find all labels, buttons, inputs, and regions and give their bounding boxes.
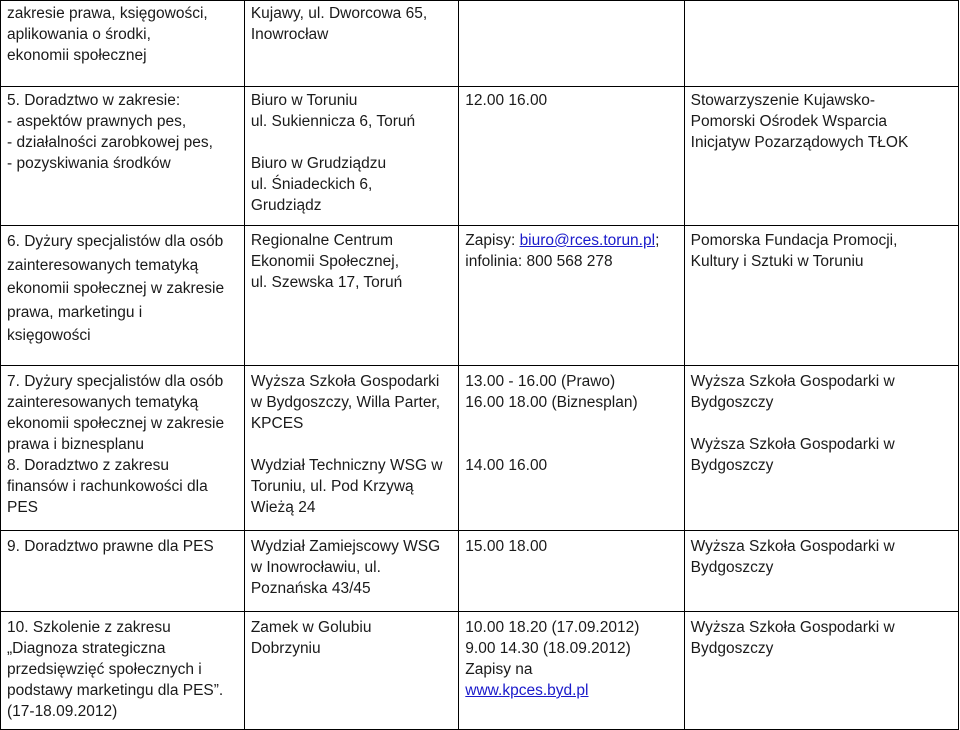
topic-cell: zakresie prawa, księgowości, aplikowania o środki, ekonomii społecznej xyxy=(1,1,245,87)
place-cell: Wyższa Szkoła Gospodarki w Bydgoszczy, Willa Parter, KPCES Wydział Techniczny WSG w Toruniu, ul. Pod Krzywą Wieżą 24 xyxy=(244,366,458,531)
table-row xyxy=(1,366,959,531)
table-row xyxy=(1,87,959,226)
organizer-cell: Stowarzyszenie Kujawsko- Pomorski Ośrodek Wsparcia Inicjatyw Pozarządowych TŁOK xyxy=(684,87,958,226)
organizer-cell: Wyższa Szkoła Gospodarki w Bydgoszczy xyxy=(684,531,958,612)
topic-cell: 6. Dyżury specjalistów dla osób zainteresowanych tematyką ekonomii społecznej w zakresie prawa, marketingu i księgowości xyxy=(1,226,245,366)
time-cell: 12.00 16.00 xyxy=(459,87,684,226)
table-row xyxy=(1,531,959,612)
contact-cell: Zapisy: biuro@rces.torun.pl; infolinia: 800 568 278 xyxy=(459,226,684,366)
place-cell: Biuro w Toruniu ul. Sukiennicza 6, Toruń Biuro w Grudziądzu ul. Śniadeckich 6, Grudziądz xyxy=(244,87,458,226)
topic-cell: 5. Doradztwo w zakresie: - aspektów prawnych pes, - działalności zarobkowej pes, - pozyskiwania środków xyxy=(1,87,245,226)
place-cell: Kujawy, ul. Dworcowa 65, Inowrocław xyxy=(244,1,458,87)
topic-cell: 7. Dyżury specjalistów dla osób zainteresowanych tematyką ekonomii społecznej w zakresie prawa i biznesplanu 8. Doradztwo z zakresu finansów i rachunkowości dla PES xyxy=(1,366,245,531)
place-cell: Regionalne Centrum Ekonomii Społecznej, ul. Szewska 17, Toruń xyxy=(244,226,458,366)
organizer-cell: Pomorska Fundacja Promocji, Kultury i Sztuki w Toruniu xyxy=(684,226,958,366)
time-cell: 13.00 - 16.00 (Prawo) 16.00 18.00 (Biznesplan) 14.00 16.00 xyxy=(459,366,684,531)
organizer-cell: Wyższa Szkoła Gospodarki w Bydgoszczy Wyższa Szkoła Gospodarki w Bydgoszczy xyxy=(684,366,958,531)
organizer-cell xyxy=(684,1,958,87)
table-row xyxy=(1,612,959,730)
time-cell: 15.00 18.00 xyxy=(459,531,684,612)
registration-link[interactable]: www.kpces.byd.pl xyxy=(465,682,589,699)
topic-cell: 10. Szkolenie z zakresu „Diagnoza strategiczna przedsięwzięć społecznych i podstawy marketingu dla PES”. (17-18.09.2012) xyxy=(1,612,245,730)
place-cell: Zamek w Golubiu Dobrzyniu xyxy=(244,612,458,730)
email-link[interactable]: biuro@rces.torun.pl xyxy=(519,232,656,249)
table-row xyxy=(1,226,959,366)
place-cell: Wydział Zamiejscowy WSG w Inowrocławiu, ul. Poznańska 43/45 xyxy=(244,531,458,612)
time-cell: 10.00 18.20 (17.09.2012) 9.00 14.30 (18.09.2012) Zapisy na www.kpces.byd.pl xyxy=(459,612,684,730)
topic-cell: 9. Doradztwo prawne dla PES xyxy=(1,531,245,612)
time-cell xyxy=(459,1,684,87)
table-row xyxy=(1,1,959,87)
organizer-cell: Wyższa Szkoła Gospodarki w Bydgoszczy xyxy=(684,612,958,730)
